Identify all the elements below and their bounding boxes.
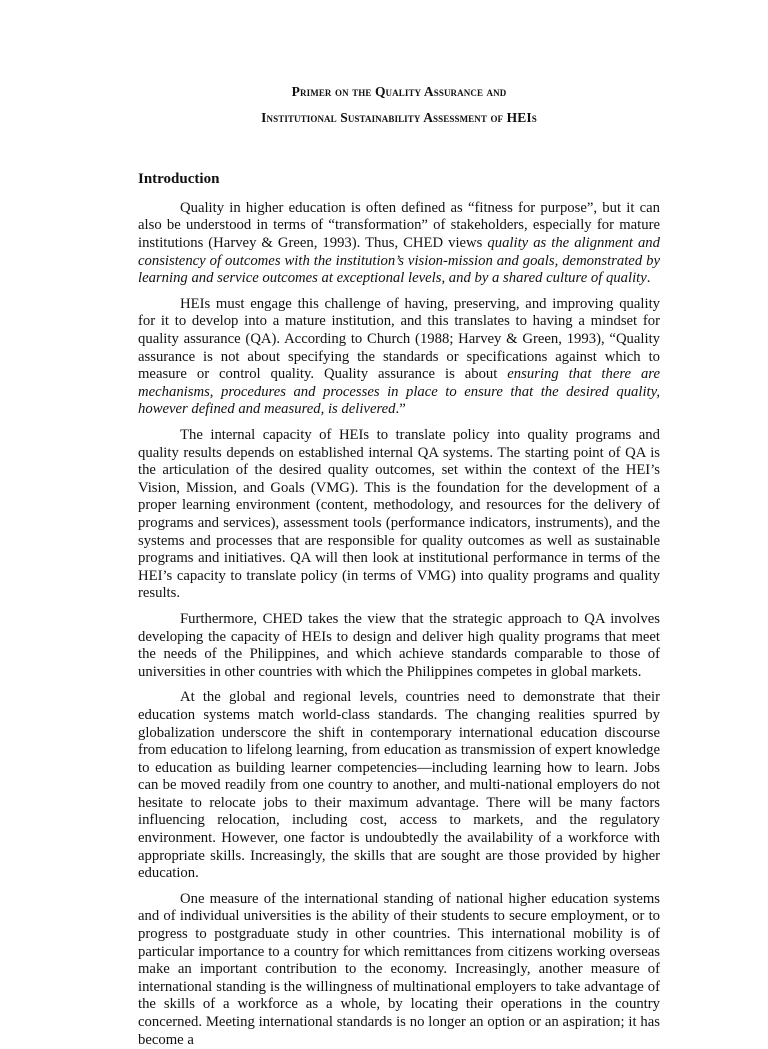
document-title-line-1: Primer on the Quality Assurance and	[291, 84, 507, 99]
paragraph-6	[138, 891, 660, 1049]
paragraph-5	[138, 689, 660, 883]
paragraph-4	[138, 611, 660, 681]
paragraph-6-text: One measure of the international standing of national higher education systems and of individual universities is the ability of their students to secure employment, or to progress to postgraduate study in other countries. This international mobility is of particular importance to a country for which remittances from citizens working overseas make an important contribution to the economy. Increasingly, another measure of international standing is the willingness of multinational employers to take advantage of the skills of a workforce as a whole, by locating their operations in the country concerned. Meeting international standards is no longer an option or an aspiration; it has become a	[138, 890, 660, 1048]
paragraph-1-text: Quality in higher education is often defined as “fitness for purpose”, but it can also be understood in terms of “transformation” of stakeholders, especially for mature institutions (Harvey & Green, 1993). Thus, CHED views	[138, 199, 660, 252]
paragraph-2-text: HEIs must engage this challenge of having, preserving, and improving quality for it to develop into a mature institution, and this translates to having a mindset for quality assurance (QA). According to Church (1988; Harvey & Green, 1993), “Quality assurance is not about specifying the standards or specifications against which to measure or control quality. Quality assurance is about	[138, 295, 660, 383]
paragraph-2-italic: ensuring that there are mechanisms, procedures and processes in place to ensure that the desired quality, however defined and measured, is delivered	[138, 366, 660, 418]
paragraph-2	[138, 296, 660, 419]
paragraph-1-end: .	[646, 270, 651, 287]
section-heading: Introduction	[138, 171, 220, 188]
paragraph-5-text: At the global and regional levels, countries need to demonstrate that their education systems match world-class standards. The changing realities spurred by globalization underscore the shift in contemporary international education discourse from education to lifelong learning, from education as transmission of expert knowledge to education as building learner competencies—including learning how to learn. Jobs can be moved readily from one country to another, and multi-national employers do not hesitate to relocate jobs to their maximum advantage. There will be many factors influencing relocation, including cost, access to markets, and the regulatory environment. However, one factor is undoubtedly the availability of a workforce with appropriate skills. Increasingly, the skills that are sought are those provided by higher education.	[138, 689, 660, 882]
paragraph-3-text: The internal capacity of HEIs to translate policy into quality programs and quality results depends on established internal QA systems. The starting point of QA is the articulation of the desired quality outcomes, set within the context of the HEI’s Vision, Mission, and Goals (VMG). This is the foundation for the development of a proper learning environment (content, methodology, and resources for the delivery of programs and services), assessment tools (performance indicators, instruments), and the systems and processes that are responsible for quality outcomes as well as sustainable programs and initiatives. QA will then look at institutional performance in terms of the HEI’s capacity to translate policy (in terms of VMG) into quality programs and quality results.	[138, 427, 660, 602]
paragraph-1-italic: quality as the alignment and consistency of outcomes with the institution’s vision-mission and goals, demonstrated by learning and service outcomes at exceptional levels, and by a shared culture of quality	[138, 235, 660, 287]
paragraph-4-text: Furthermore, CHED takes the view that the strategic approach to QA involves developing the capacity of HEIs to design and deliver high quality programs that meet the needs of the Philippines, and which achieve standards comparable to those of universities in other countries with which the Philippines competes in global markets.	[138, 610, 660, 680]
body-text	[138, 200, 660, 1049]
paragraph-3	[138, 427, 660, 603]
paragraph-1	[138, 200, 660, 288]
paragraph-2-end: .”	[395, 401, 406, 418]
document-title-line-2: Institutional Sustainability Assessment of HEIs	[261, 110, 537, 126]
